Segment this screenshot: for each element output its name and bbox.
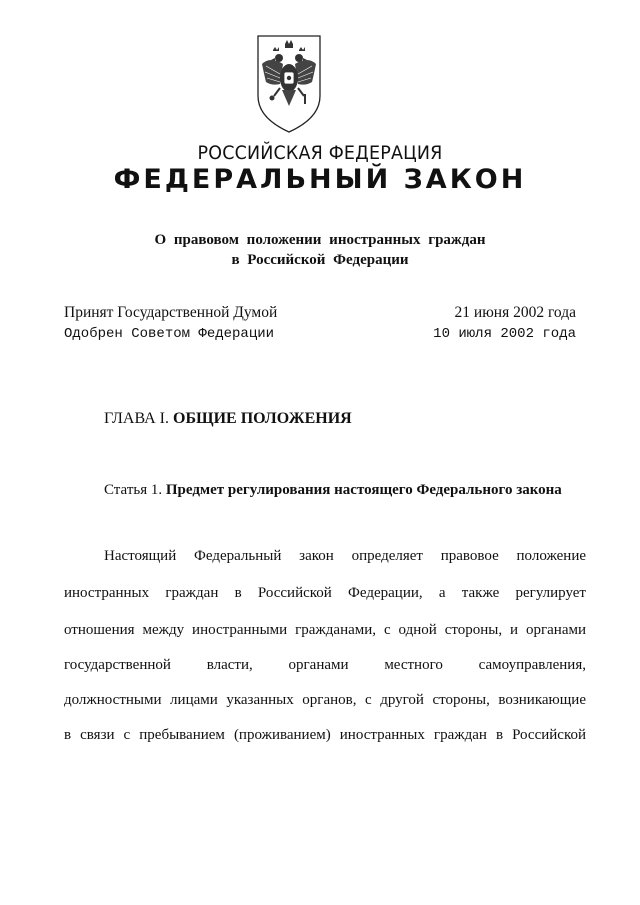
chapter-heading bbox=[104, 410, 352, 428]
article-prefix: Статья 1. bbox=[104, 482, 163, 498]
duma-adoption-label: Принят Государственной Думой bbox=[64, 304, 278, 321]
body-text-line: Настоящий Федеральный закон определяет правовое положение bbox=[104, 548, 586, 564]
body-text-line: государственной власти, органами местного самоуправления, bbox=[64, 657, 586, 673]
council-approval-label: Одобрен Советом Федерации bbox=[64, 326, 275, 342]
body-text-line: должностными лицами указанных органов, с другой стороны, возникающие bbox=[64, 692, 586, 708]
duma-adoption-date: 21 июня 2002 года bbox=[454, 304, 576, 321]
law-type-heading: ФЕДЕРАЛЬНЫЙ ЗАКОН bbox=[113, 164, 527, 195]
chapter-title: ОБЩИЕ ПОЛОЖЕНИЯ bbox=[173, 410, 352, 427]
chapter-prefix: ГЛАВА I. bbox=[104, 410, 169, 427]
article-title: Предмет регулирования настоящего Федерального закона bbox=[165, 482, 562, 498]
law-title-line-2: в Российской Федерации bbox=[231, 252, 409, 268]
article-heading bbox=[104, 482, 562, 499]
council-approval-date: 10 июля 2002 года bbox=[433, 326, 576, 342]
body-text-line: отношения между иностранными гражданами, с одной стороны, и органами bbox=[64, 622, 586, 638]
country-heading: РОССИЙСКАЯ ФЕДЕРАЦИЯ bbox=[197, 142, 443, 164]
law-title-line-1: О правовом положении иностранных граждан bbox=[154, 232, 486, 248]
body-text-line: в связи с пребыванием (проживанием) иностранных граждан в Российской bbox=[64, 727, 586, 743]
coat-of-arms-emblem bbox=[256, 34, 322, 134]
body-text-line: иностранных граждан в Российской Федерации, а также регулирует bbox=[64, 585, 586, 601]
double-headed-eagle-icon bbox=[256, 34, 322, 134]
